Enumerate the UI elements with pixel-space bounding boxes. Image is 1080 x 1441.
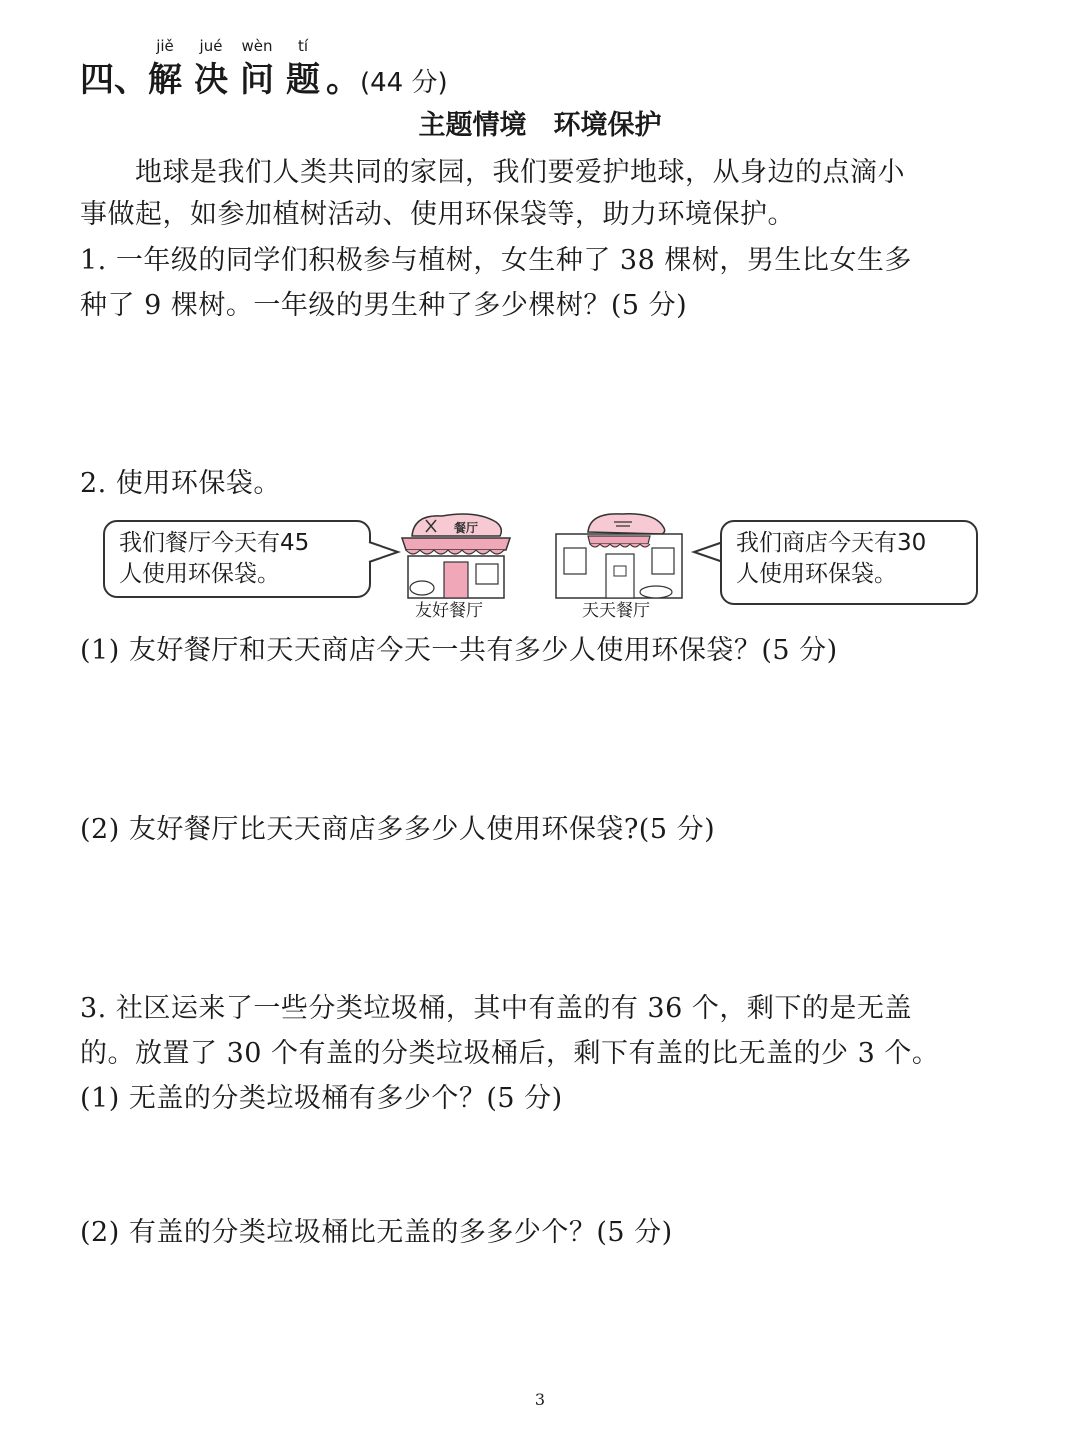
title-char: jiě 解 bbox=[148, 37, 182, 100]
caption-right: 天天餐厅 bbox=[582, 601, 650, 621]
pinyin: jiě bbox=[156, 37, 174, 55]
restaurant-illustration bbox=[396, 508, 516, 600]
shop-illustration bbox=[552, 508, 686, 600]
page-number: 3 bbox=[534, 1390, 546, 1409]
speech-bubble-left bbox=[103, 520, 371, 598]
q1-line-1: 1. 一年级的同学们积极参与植树，女生种了 38 棵树，男生比女生多 bbox=[80, 245, 912, 276]
q3-line-1: 3. 社区运来了一些分类垃圾桶，其中有盖的有 36 个，剩下的是无盖 bbox=[80, 993, 912, 1024]
bubble-right-line-1: 我们商店今天有30 bbox=[736, 530, 927, 556]
q3-sub1: (1) 无盖的分类垃圾桶有多少个？(5 分) bbox=[80, 1083, 563, 1114]
title-punct: 。 bbox=[326, 60, 360, 100]
intro-line-1: 地球是我们人类共同的家园，我们要爱护地球，从身边的点滴小 bbox=[80, 157, 905, 188]
speech-bubble-right bbox=[720, 520, 978, 605]
q3-sub2: (2) 有盖的分类垃圾桶比无盖的多多少个？(5 分) bbox=[80, 1217, 673, 1248]
section-heading bbox=[80, 37, 448, 100]
pinyin: jué bbox=[199, 37, 223, 55]
title-char: jué 决 bbox=[194, 37, 228, 100]
pinyin: tí bbox=[297, 37, 309, 55]
q2-sub1: (1) 友好餐厅和天天商店今天一共有多少人使用环保袋？(5 分) bbox=[80, 635, 838, 666]
theme-title: 主题情境 环境保护 bbox=[418, 110, 662, 141]
restaurant-sign: 餐厅 bbox=[454, 521, 479, 535]
bubble-left-line-2: 人使用环保袋。 bbox=[119, 561, 280, 587]
section-number: 四、 bbox=[80, 60, 148, 100]
intro-line-2: 事做起，如参加植树活动、使用环保袋等，助力环境保护。 bbox=[80, 199, 795, 230]
q2-title: 2. 使用环保袋。 bbox=[80, 468, 281, 499]
pinyin: wèn bbox=[241, 37, 273, 55]
section-score: (44 分) bbox=[360, 68, 448, 98]
q3-line-2: 的。放置了 30 个有盖的分类垃圾桶后，剩下有盖的比无盖的少 3 个。 bbox=[80, 1038, 940, 1069]
title-char: tí 题 bbox=[286, 37, 320, 100]
q1-line-2: 种了 9 棵树。一年级的男生种了多少棵树？(5 分) bbox=[80, 290, 688, 321]
bubble-left-line-1: 我们餐厅今天有45 bbox=[119, 530, 310, 556]
q2-sub2: (2) 友好餐厅比天天商店多多少人使用环保袋?(5 分) bbox=[80, 814, 716, 845]
bubble-right-line-2: 人使用环保袋。 bbox=[736, 561, 897, 587]
caption-left: 友好餐厅 bbox=[415, 601, 483, 621]
bubble-right-tail bbox=[690, 538, 724, 568]
title-char: wèn 问 bbox=[240, 37, 274, 100]
